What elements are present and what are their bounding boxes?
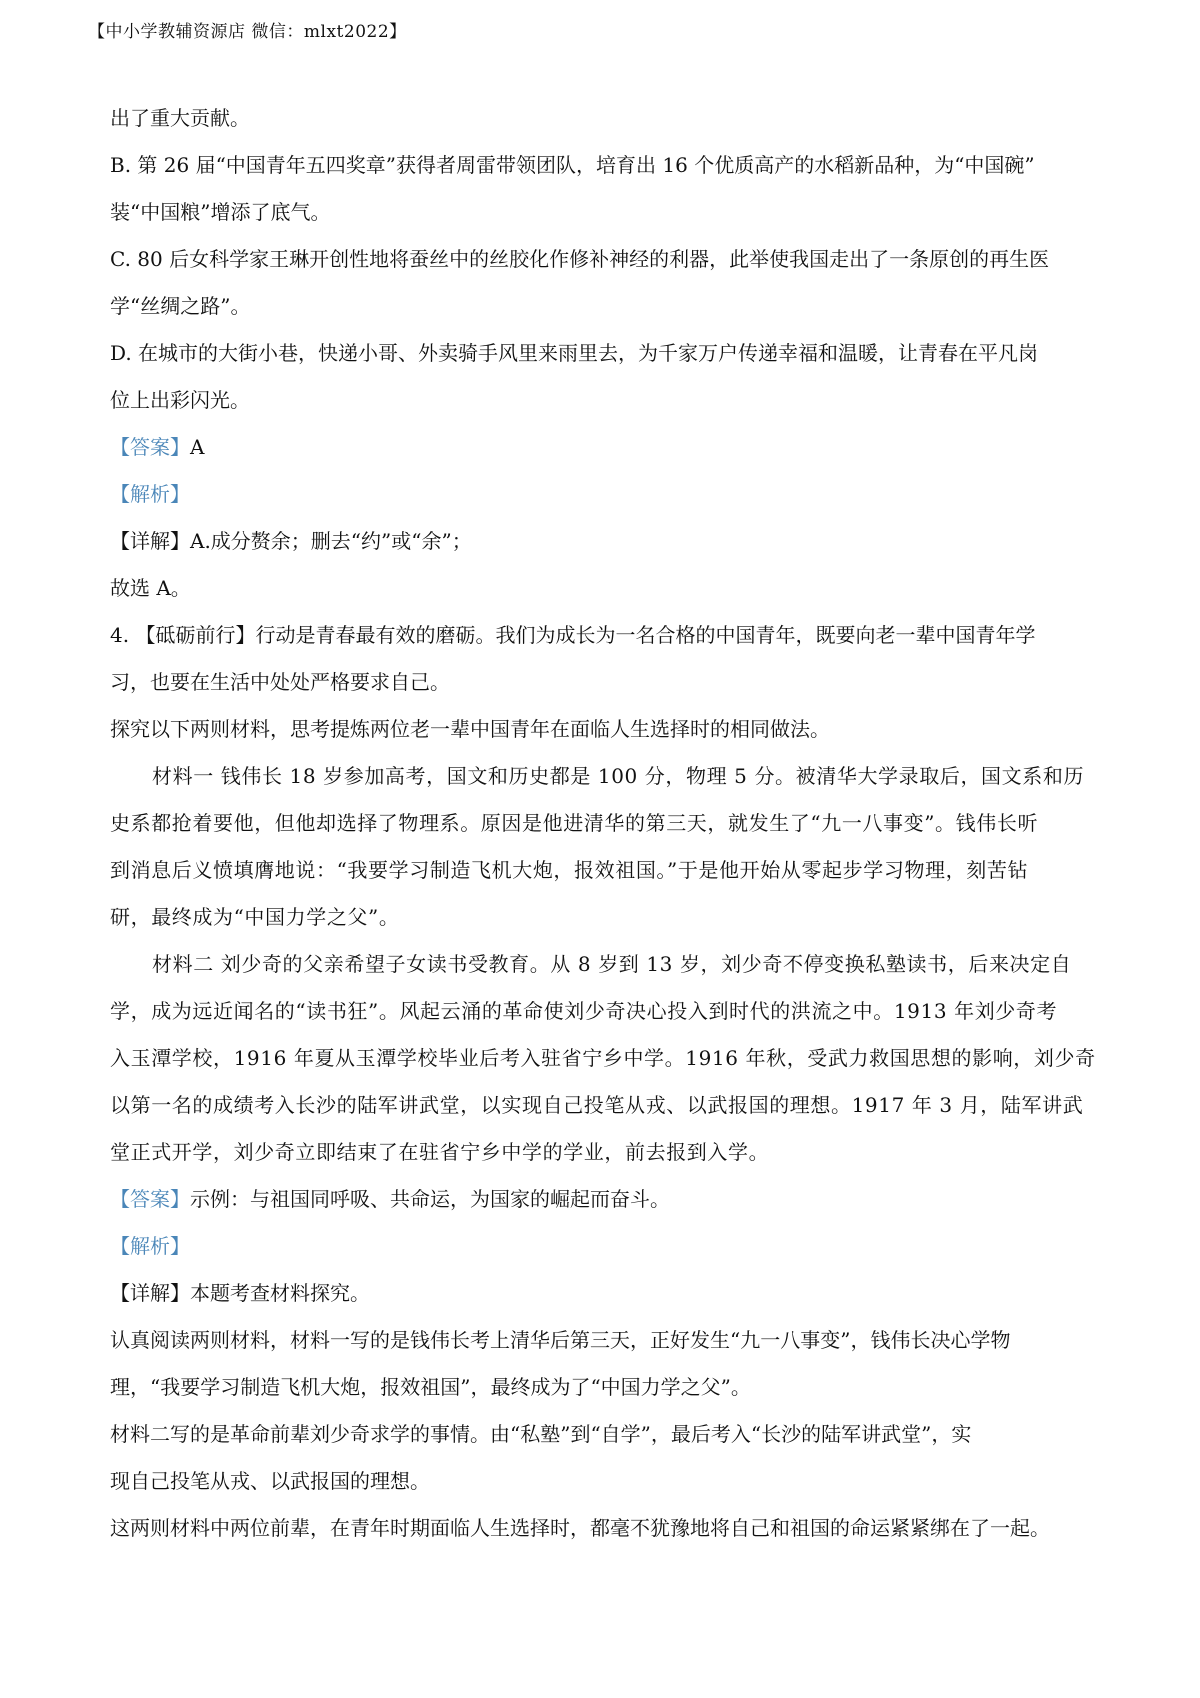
q3-answer: [110, 424, 1100, 471]
page-header: 【中小学教辅资源店 微信：mlxt2022】: [88, 22, 407, 42]
q3-continued-line: 出了重大贡献。: [110, 106, 250, 130]
q3-answer-value: A: [190, 435, 205, 459]
material-2-line3: 入玉潭学校，1916 年夏从玉潭学校毕业后考入驻省宁乡中学。1916 年秋，受武力救国思想的影响，刘少奇: [110, 1046, 1096, 1070]
material-1-line4: 研，最终成为“中国力学之父”。: [110, 905, 400, 929]
q3-option-b-line1: B. 第 26 届“中国青年五四奖章”获得者周雷带领团队，培育出 16 个优质高产的水稻新品种，为“中国碗”: [110, 153, 1035, 177]
q4-analysis-tag: 【解析】: [110, 1234, 190, 1258]
q3-conclusion: 故选 A。: [110, 576, 191, 600]
document-body: [110, 95, 1100, 1552]
q3-analysis-tag: 【解析】: [110, 482, 190, 506]
q4-prompt-line1: 4. 【砥砺前行】行动是青春最有效的磨砺。我们为成长为一名合格的中国青年，既要向老一辈中国青年学: [110, 623, 1036, 647]
q4-explanation-line4: 现自己投笔从戎、以武报国的理想。: [110, 1469, 430, 1493]
material-1-line1: 材料一 钱伟长 18 岁参加高考，国文和历史都是 100 分，物理 5 分。被清华大学录取后，国文系和历: [152, 764, 1085, 788]
q4-explanation-line3: 材料二写的是革命前辈刘少奇求学的事情。由“私塾”到“自学”，最后考入“长沙的陆军讲武堂”，实: [110, 1422, 972, 1446]
q3-option-d-line1: D. 在城市的大街小巷，快递小哥、外卖骑手风里来雨里去，为千家万户传递幸福和温暖，让青春在平凡岗: [110, 341, 1039, 365]
q4-answer-value: 示例：与祖国同呼吸、共命运，为国家的崛起而奋斗。: [190, 1187, 670, 1211]
q4-answer-tag: 【答案】: [110, 1187, 190, 1211]
material-2-line4: 以第一名的成绩考入长沙的陆军讲武堂，以实现自己投笔从戎、以武报国的理想。1917 年 3 月，陆军讲武: [110, 1093, 1084, 1117]
q4-explanation-line5: 这两则材料中两位前辈，在青年时期面临人生选择时，都毫不犹豫地将自己和祖国的命运紧紧绑在了一起。: [110, 1516, 1050, 1540]
q3-answer-tag: 【答案】: [110, 435, 190, 459]
q4-analysis: [110, 1223, 1100, 1270]
q3-option-c-line2: 学“丝绸之路”。: [110, 294, 251, 318]
q4-prompt-line2: 习，也要在生活中处处严格要求自己。: [110, 670, 450, 694]
q3-option-c-line1: C. 80 后女科学家王琳开创性地将蚕丝中的丝胶化作修补神经的利器，此举使我国走出了一条原创的再生医: [110, 247, 1050, 271]
q3-analysis: [110, 471, 1100, 518]
material-2-line2: 学，成为远近闻名的“读书狂”。风起云涌的革命使刘少奇决心投入到时代的洪流之中。1913 年刘少奇考: [110, 999, 1058, 1023]
q4-prompt-line3: 探究以下两则材料，思考提炼两位老一辈中国青年在面临人生选择时的相同做法。: [110, 717, 830, 741]
material-2-line1: 材料二 刘少奇的父亲希望子女读书受教育。从 8 岁到 13 岁，刘少奇不停变换私塾读书，后来决定自: [152, 952, 1072, 976]
q4-detail: 【详解】本题考查材料探究。: [110, 1281, 370, 1305]
q4-explanation-line2: 理，“我要学习制造飞机大炮，报效祖国”，最终成为了“中国力学之父”。: [110, 1375, 751, 1399]
q3-option-b-line2: 装“中国粮”增添了底气。: [110, 200, 331, 224]
q3-detail: 【详解】A.成分赘余；删去“约”或“余”；: [110, 529, 472, 553]
material-2-line5: 堂正式开学，刘少奇立即结束了在驻省宁乡中学的学业，前去报到入学。: [110, 1140, 770, 1164]
material-1-line2: 史系都抢着要他，但他却选择了物理系。原因是他进清华的第三天，就发生了“九一八事变”。钱伟长听: [110, 811, 1039, 835]
q4-answer: [110, 1176, 1100, 1223]
q3-option-d-line2: 位上出彩闪光。: [110, 388, 250, 412]
q4-explanation-line1: 认真阅读两则材料，材料一写的是钱伟长考上清华后第三天，正好发生“九一八事变”，钱伟长决心学物: [110, 1328, 1011, 1352]
material-1-line3: 到消息后义愤填膺地说：“我要学习制造飞机大炮，报效祖国。”于是他开始从零起步学习物理，刻苦钻: [110, 858, 1029, 882]
